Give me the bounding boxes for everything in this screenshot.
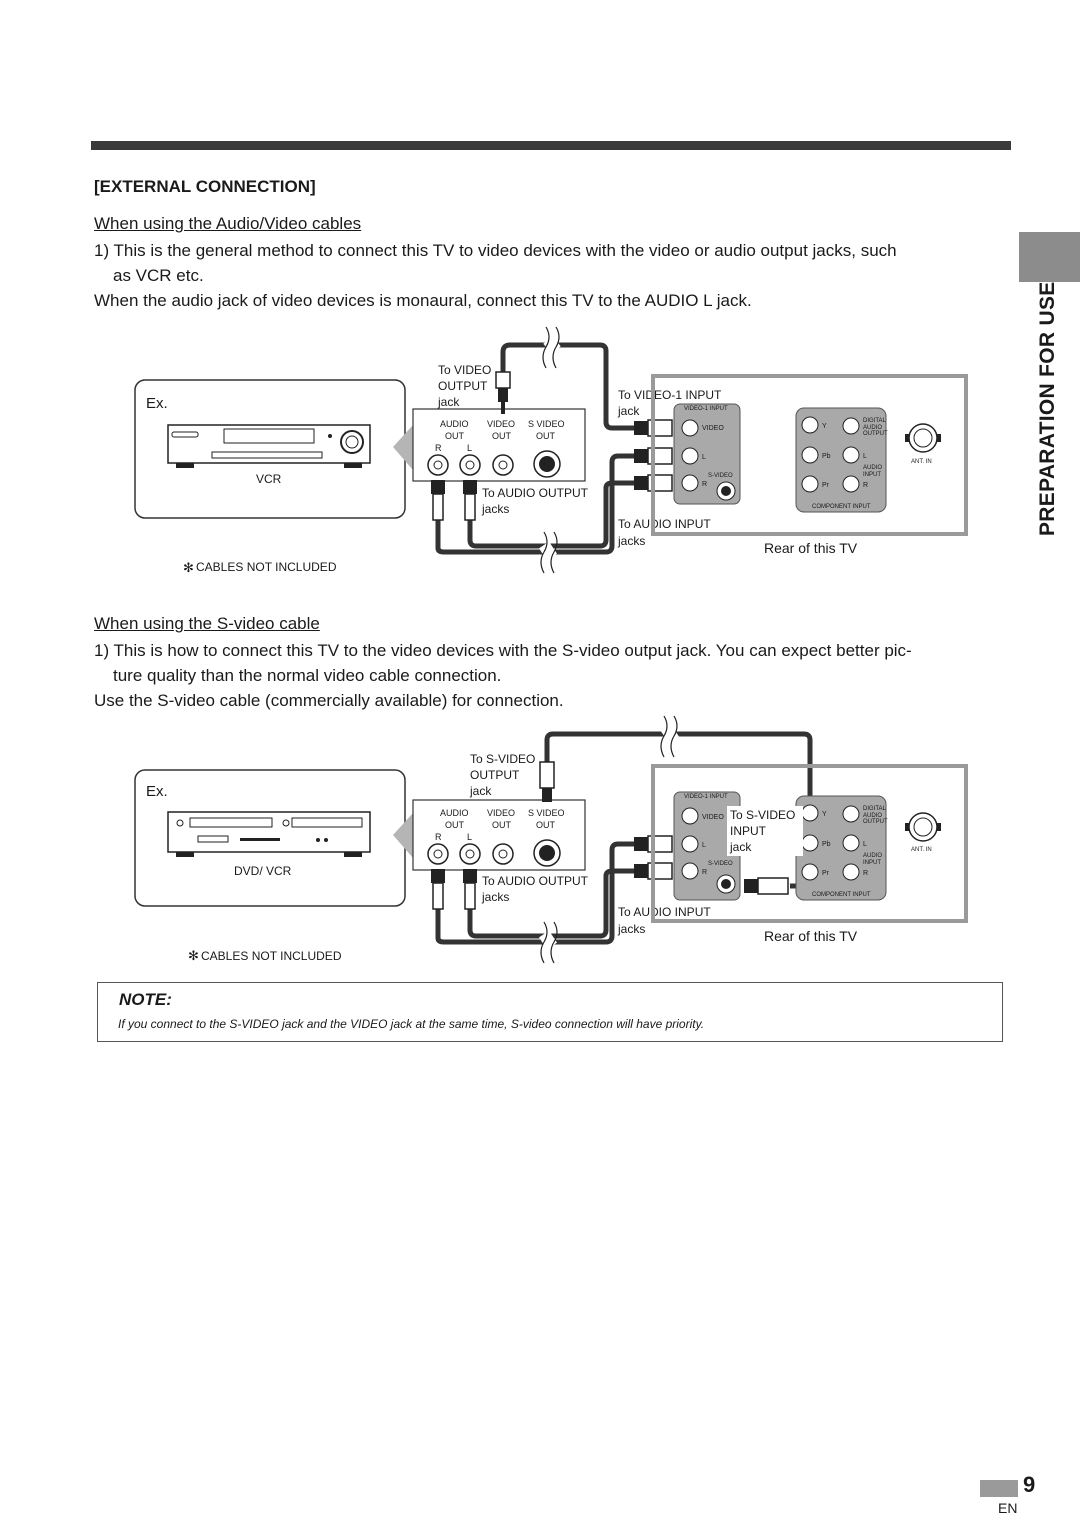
svg-text:OUT: OUT <box>445 431 464 441</box>
av-device-label: VCR <box>256 472 282 486</box>
svg-text:To AUDIO OUTPUT: To AUDIO OUTPUT <box>482 874 589 888</box>
svg-text:OUT: OUT <box>492 820 511 830</box>
svg-text:VIDEO: VIDEO <box>702 814 724 821</box>
svg-text:R: R <box>863 870 869 877</box>
av-line2: as VCR etc. <box>113 266 204 285</box>
svg-text:COMPONENT INPUT: COMPONENT INPUT <box>812 504 871 510</box>
svg-text:OUTPUT: OUTPUT <box>438 379 488 393</box>
sv-device-label: DVD/ VCR <box>234 864 292 878</box>
svg-text:L: L <box>863 453 867 460</box>
svg-text:COMPONENT INPUT: COMPONENT INPUT <box>812 892 871 898</box>
svg-text:L: L <box>467 832 473 842</box>
sv-rear-label: Rear of this TV <box>764 928 858 944</box>
svg-text:Pr: Pr <box>822 482 829 489</box>
svg-text:jacks: jacks <box>618 922 646 936</box>
svg-text:jack: jack <box>470 784 492 798</box>
svg-text:jack: jack <box>438 395 460 409</box>
svg-text:✻: ✻ <box>183 560 194 575</box>
sv-ex: Ex. <box>146 783 168 800</box>
svg-text:Pb: Pb <box>822 453 831 460</box>
svg-text:To VIDEO-1 INPUT: To VIDEO-1 INPUT <box>618 388 722 402</box>
note-title: NOTE: <box>119 990 172 1009</box>
svg-text:L: L <box>702 454 706 461</box>
svg-text:R: R <box>435 832 442 842</box>
dvdvcr-illustration <box>168 812 370 857</box>
section-heading: [EXTERNAL CONNECTION] <box>94 177 316 196</box>
svg-text:INPUT: INPUT <box>863 860 881 866</box>
svg-text:R: R <box>702 481 708 488</box>
av-subheading: When using the Audio/Video cables <box>94 214 362 233</box>
sv-line1: 1) This is how to connect this TV to the video devices with the S-video output jack. You can expect better pic- <box>94 641 912 660</box>
svg-text:OUT: OUT <box>445 820 464 830</box>
svg-text:✻: ✻ <box>188 948 199 963</box>
av-cables-note: CABLES NOT INCLUDED <box>196 560 337 574</box>
side-label: PREPARATION FOR USE <box>1036 281 1059 536</box>
svg-text:jacks: jacks <box>618 534 646 548</box>
sv-line3: Use the S-video cable (commercially available) for connection. <box>94 691 564 710</box>
svg-text:L: L <box>863 841 867 848</box>
svg-text:DIGITAL: DIGITAL <box>863 418 886 424</box>
svg-text:OUTPUT: OUTPUT <box>863 819 888 825</box>
svg-text:VIDEO-1 INPUT: VIDEO-1 INPUT <box>684 406 728 412</box>
vcr-illustration <box>168 425 370 468</box>
page-number: 9 <box>1023 1472 1036 1497</box>
svg-text:OUT: OUT <box>536 820 555 830</box>
svg-text:To S-VIDEO: To S-VIDEO <box>730 808 796 822</box>
svg-text:To VIDEO: To VIDEO <box>438 363 492 377</box>
svg-text:AUDIO: AUDIO <box>440 419 469 429</box>
sv-diagram <box>135 716 966 963</box>
svg-text:jacks: jacks <box>482 502 510 516</box>
svg-text:AUDIO: AUDIO <box>863 813 883 819</box>
svg-text:S VIDEO: S VIDEO <box>528 419 565 429</box>
sv-line2: ture quality than the normal video cable connection. <box>113 666 502 685</box>
svg-text:To S-VIDEO: To S-VIDEO <box>470 752 536 766</box>
svg-text:VIDEO: VIDEO <box>702 425 724 432</box>
svg-text:To AUDIO OUTPUT: To AUDIO OUTPUT <box>482 486 589 500</box>
svg-text:VIDEO: VIDEO <box>487 808 516 818</box>
svg-text:S-VIDEO: S-VIDEO <box>708 861 733 867</box>
svg-text:OUT: OUT <box>536 431 555 441</box>
svg-text:jacks: jacks <box>482 890 510 904</box>
page-language: EN <box>998 1500 1018 1516</box>
svg-text:Pb: Pb <box>822 841 831 848</box>
page-number-tab <box>980 1480 1018 1497</box>
svg-text:L: L <box>467 443 473 453</box>
svg-text:INPUT: INPUT <box>730 824 766 838</box>
svg-text:DIGITAL: DIGITAL <box>863 806 886 812</box>
svg-text:VIDEO-1 INPUT: VIDEO-1 INPUT <box>684 794 728 800</box>
svg-text:S-VIDEO: S-VIDEO <box>708 473 733 479</box>
note-text: If you connect to the S-VIDEO jack and the VIDEO jack at the same time, S-video connection will have priority. <box>118 1017 705 1031</box>
svg-text:ANT. IN: ANT. IN <box>911 847 932 853</box>
sv-cables-note: CABLES NOT INCLUDED <box>201 949 342 963</box>
av-ex: Ex. <box>146 395 168 412</box>
svg-text:R: R <box>435 443 442 453</box>
av-line3: When the audio jack of video devices is monaural, connect this TV to the AUDIO L jack. <box>94 291 752 310</box>
svg-text:Y: Y <box>822 811 827 818</box>
av-line1: 1) This is the general method to connect this TV to video devices with the video or audio output jacks, such <box>94 241 897 260</box>
svg-text:To AUDIO INPUT: To AUDIO INPUT <box>618 905 711 919</box>
svg-text:L: L <box>702 842 706 849</box>
svg-text:To AUDIO INPUT: To AUDIO INPUT <box>618 517 711 531</box>
av-diagram <box>135 327 966 575</box>
svg-text:Y: Y <box>822 423 827 430</box>
svg-text:VIDEO: VIDEO <box>487 419 516 429</box>
svg-text:Pr: Pr <box>822 870 829 877</box>
svg-text:AUDIO: AUDIO <box>863 853 883 859</box>
svg-text:AUDIO: AUDIO <box>440 808 469 818</box>
svg-text:OUTPUT: OUTPUT <box>863 431 888 437</box>
svg-text:R: R <box>702 869 708 876</box>
svg-text:S VIDEO: S VIDEO <box>528 808 565 818</box>
svg-text:R: R <box>863 482 869 489</box>
sv-subheading: When using the S-video cable <box>94 614 320 633</box>
svg-text:jack: jack <box>618 404 640 418</box>
note-box <box>97 982 1003 1042</box>
svg-text:ANT. IN: ANT. IN <box>911 459 932 465</box>
svg-text:OUTPUT: OUTPUT <box>470 768 520 782</box>
svg-text:AUDIO: AUDIO <box>863 425 883 431</box>
av-rear-label: Rear of this TV <box>764 540 858 556</box>
svg-text:AUDIO: AUDIO <box>863 465 883 471</box>
svg-text:OUT: OUT <box>492 431 511 441</box>
svg-text:jack: jack <box>730 840 752 854</box>
svg-text:INPUT: INPUT <box>863 472 881 478</box>
